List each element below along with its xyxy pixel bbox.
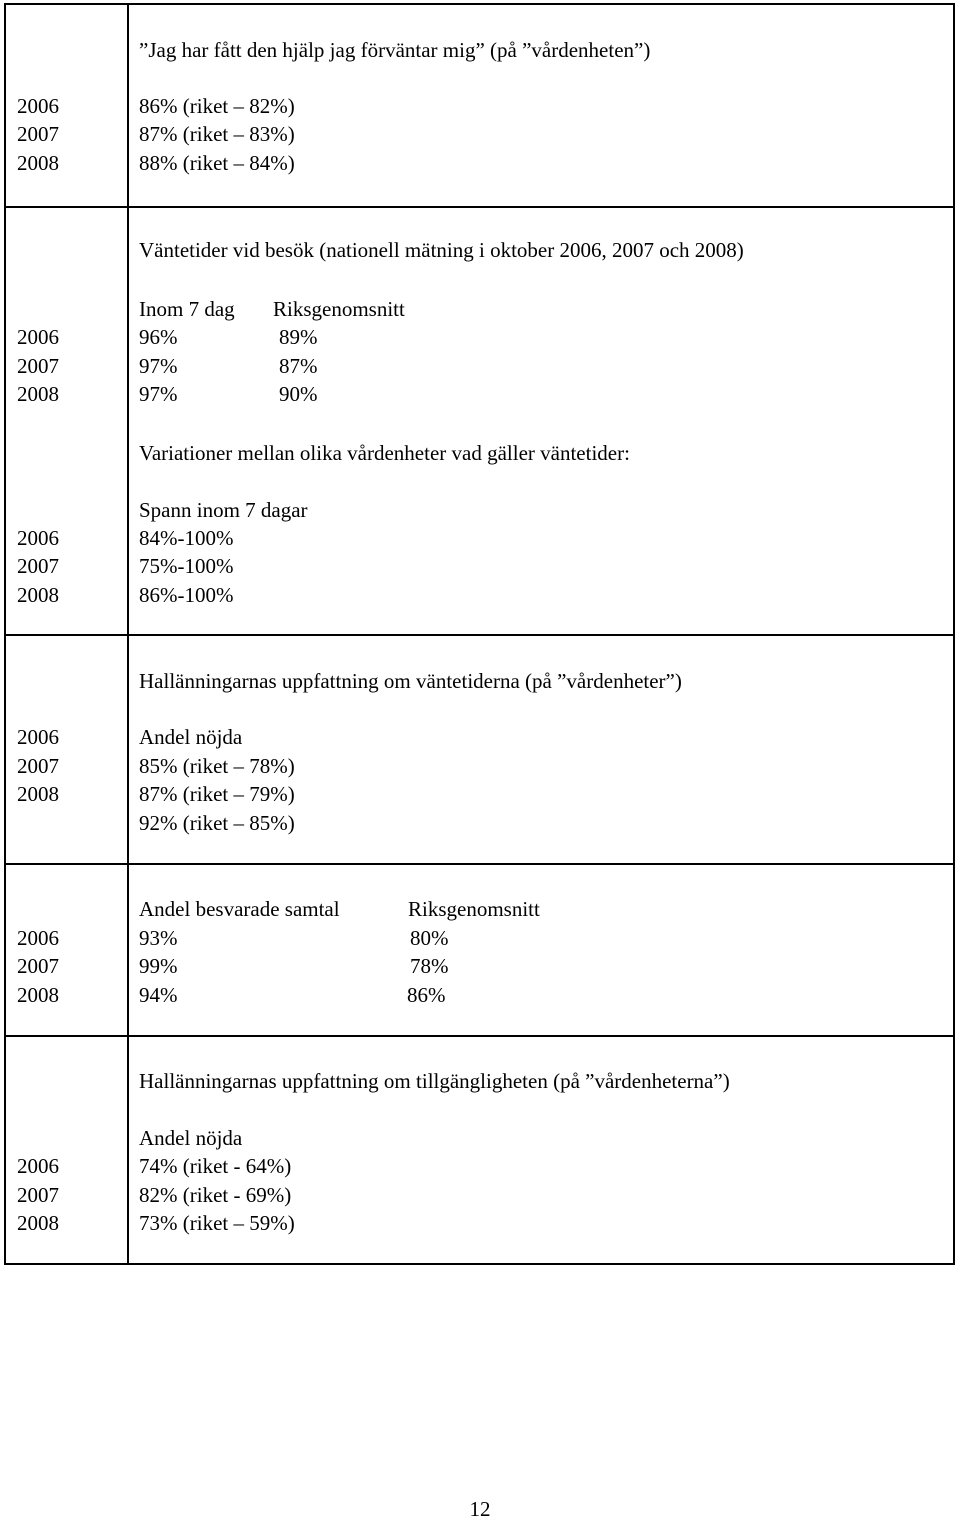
value-line: 92% (riket – 85%) — [139, 811, 295, 835]
year-label: 2006 — [17, 325, 59, 349]
year-label: 2008 — [17, 382, 59, 406]
value-line: 82% (riket - 69%) — [139, 1183, 292, 1207]
column-header: Riksgenomsnitt — [408, 897, 540, 921]
value-cell: 97% — [139, 382, 178, 406]
column-divider — [127, 1037, 129, 1263]
value-cell: 80% — [410, 926, 449, 950]
year-label: 2007 — [17, 354, 59, 378]
table-row — [6, 5, 953, 208]
value-line: 84%-100% — [139, 526, 234, 550]
year-label: 2008 — [17, 583, 59, 607]
value-line: 87% (riket – 79%) — [139, 782, 295, 806]
section-title: ”Jag har fått den hjälp jag förväntar mig” (på ”vårdenheten”) — [139, 38, 651, 62]
year-label: 2006 — [17, 94, 59, 118]
value-cell: 90% — [279, 382, 318, 406]
year-label: 2007 — [17, 954, 59, 978]
value-line: 88% (riket – 84%) — [139, 151, 295, 175]
column-header: Andel nöjda — [139, 725, 243, 749]
section-title: Hallänningarnas uppfattning om väntetiderna (på ”vårdenheter”) — [139, 669, 682, 693]
year-label: 2007 — [17, 754, 59, 778]
column-header: Spann inom 7 dagar — [139, 498, 308, 522]
value-cell: 93% — [139, 926, 178, 950]
column-header: Riksgenomsnitt — [273, 297, 405, 321]
column-divider — [127, 636, 129, 863]
column-divider — [127, 865, 129, 1035]
year-label: 2006 — [17, 1154, 59, 1178]
table-row — [6, 1037, 953, 1263]
year-label: 2006 — [17, 926, 59, 950]
column-header: Inom 7 dag — [139, 297, 235, 321]
year-label: 2008 — [17, 983, 59, 1007]
value-cell: 89% — [279, 325, 318, 349]
year-label: 2006 — [17, 725, 59, 749]
year-label: 2008 — [17, 1211, 59, 1235]
value-line: 87% (riket – 83%) — [139, 122, 295, 146]
value-cell: 86% — [407, 983, 446, 1007]
year-label: 2007 — [17, 1183, 59, 1207]
value-line: 73% (riket – 59%) — [139, 1211, 295, 1235]
column-divider — [127, 208, 129, 634]
value-line: 75%-100% — [139, 554, 234, 578]
value-cell: 87% — [279, 354, 318, 378]
table-row — [6, 865, 953, 1037]
value-cell: 99% — [139, 954, 178, 978]
section-title: Väntetider vid besök (nationell mätning i oktober 2006, 2007 och 2008) — [139, 238, 744, 262]
section-title: Variationer mellan olika vårdenheter vad gäller väntetider: — [139, 441, 630, 465]
value-line: 86% (riket – 82%) — [139, 94, 295, 118]
value-line: 86%-100% — [139, 583, 234, 607]
year-label: 2007 — [17, 122, 59, 146]
statistics-table — [4, 3, 955, 1265]
value-line: 74% (riket - 64%) — [139, 1154, 292, 1178]
value-cell: 94% — [139, 983, 178, 1007]
value-cell: 96% — [139, 325, 178, 349]
table-row — [6, 208, 953, 636]
value-line: 85% (riket – 78%) — [139, 754, 295, 778]
value-cell: 78% — [410, 954, 449, 978]
year-label: 2007 — [17, 554, 59, 578]
page-number: 12 — [469, 1497, 491, 1521]
value-cell: 97% — [139, 354, 178, 378]
column-divider — [127, 5, 129, 206]
year-label: 2006 — [17, 526, 59, 550]
year-label: 2008 — [17, 782, 59, 806]
table-row — [6, 636, 953, 865]
section-title: Hallänningarnas uppfattning om tillgängligheten (på ”vårdenheterna”) — [139, 1069, 730, 1093]
year-label: 2008 — [17, 151, 59, 175]
column-header: Andel nöjda — [139, 1126, 243, 1150]
column-header: Andel besvarade samtal — [139, 897, 340, 921]
